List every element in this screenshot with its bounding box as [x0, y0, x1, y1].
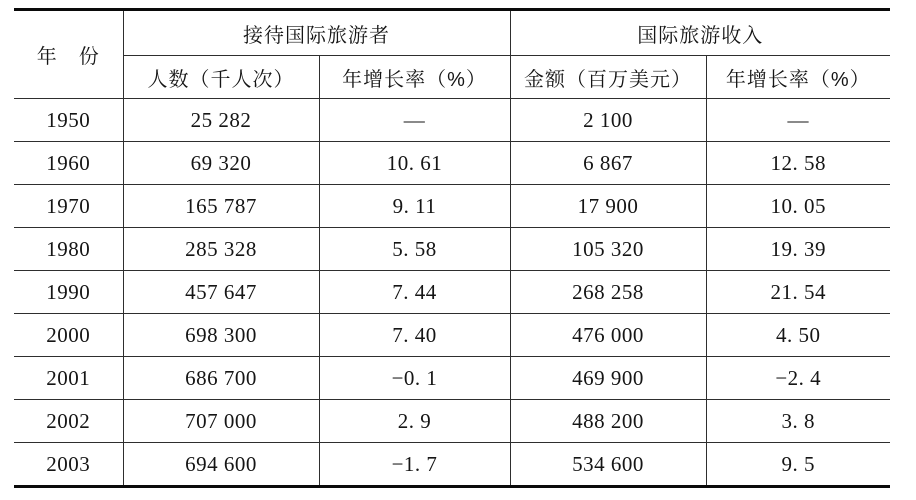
- table-row: [14, 314, 890, 357]
- table-row: [14, 271, 890, 314]
- value-cell: −0. 1: [319, 357, 510, 400]
- value-cell: 25 282: [123, 99, 319, 142]
- value-cell: 457 647: [123, 271, 319, 314]
- table-body: [14, 99, 890, 487]
- sub-header-row: [14, 56, 890, 99]
- value-cell: 105 320: [510, 228, 706, 271]
- value-cell: 69 320: [123, 142, 319, 185]
- year-cell: 2001: [14, 357, 123, 400]
- table-header: [14, 10, 890, 99]
- arrivals-count-header: 人数（千人次）: [123, 56, 319, 99]
- value-cell: 9. 5: [706, 443, 890, 487]
- value-cell: 469 900: [510, 357, 706, 400]
- year-cell: 2000: [14, 314, 123, 357]
- value-cell: 19. 39: [706, 228, 890, 271]
- table-row: [14, 400, 890, 443]
- receipts-group-header: 国际旅游收入: [510, 10, 890, 56]
- value-cell: 707 000: [123, 400, 319, 443]
- year-cell: 1960: [14, 142, 123, 185]
- value-cell: 686 700: [123, 357, 319, 400]
- value-cell: 476 000: [510, 314, 706, 357]
- value-cell: 3. 8: [706, 400, 890, 443]
- value-cell: 165 787: [123, 185, 319, 228]
- document-page: [14, 8, 890, 488]
- arrivals-group-header: 接待国际旅游者: [123, 10, 510, 56]
- value-cell: 12. 58: [706, 142, 890, 185]
- value-cell: −2. 4: [706, 357, 890, 400]
- year-cell: 1980: [14, 228, 123, 271]
- year-cell: 2002: [14, 400, 123, 443]
- value-cell: —: [319, 99, 510, 142]
- value-cell: 2. 9: [319, 400, 510, 443]
- tourism-stats-table: [14, 8, 890, 488]
- value-cell: 6 867: [510, 142, 706, 185]
- year-cell: 2003: [14, 443, 123, 487]
- table-row: [14, 99, 890, 142]
- table-row: [14, 185, 890, 228]
- value-cell: 17 900: [510, 185, 706, 228]
- table-row: [14, 228, 890, 271]
- year-cell: 1950: [14, 99, 123, 142]
- value-cell: 21. 54: [706, 271, 890, 314]
- year-cell: 1970: [14, 185, 123, 228]
- value-cell: 10. 61: [319, 142, 510, 185]
- receipts-amount-header: 金额（百万美元）: [510, 56, 706, 99]
- value-cell: 5. 58: [319, 228, 510, 271]
- year-column-header: 年 份: [14, 10, 123, 99]
- group-header-row: [14, 10, 890, 56]
- value-cell: —: [706, 99, 890, 142]
- value-cell: 488 200: [510, 400, 706, 443]
- value-cell: 9. 11: [319, 185, 510, 228]
- value-cell: 285 328: [123, 228, 319, 271]
- table-row: [14, 142, 890, 185]
- year-cell: 1990: [14, 271, 123, 314]
- table-row: [14, 443, 890, 487]
- arrivals-growth-header: 年增长率（%）: [319, 56, 510, 99]
- value-cell: 2 100: [510, 99, 706, 142]
- value-cell: 7. 40: [319, 314, 510, 357]
- table-row: [14, 357, 890, 400]
- value-cell: 4. 50: [706, 314, 890, 357]
- receipts-growth-header: 年增长率（%）: [706, 56, 890, 99]
- value-cell: −1. 7: [319, 443, 510, 487]
- value-cell: 10. 05: [706, 185, 890, 228]
- value-cell: 698 300: [123, 314, 319, 357]
- value-cell: 7. 44: [319, 271, 510, 314]
- value-cell: 694 600: [123, 443, 319, 487]
- value-cell: 534 600: [510, 443, 706, 487]
- value-cell: 268 258: [510, 271, 706, 314]
